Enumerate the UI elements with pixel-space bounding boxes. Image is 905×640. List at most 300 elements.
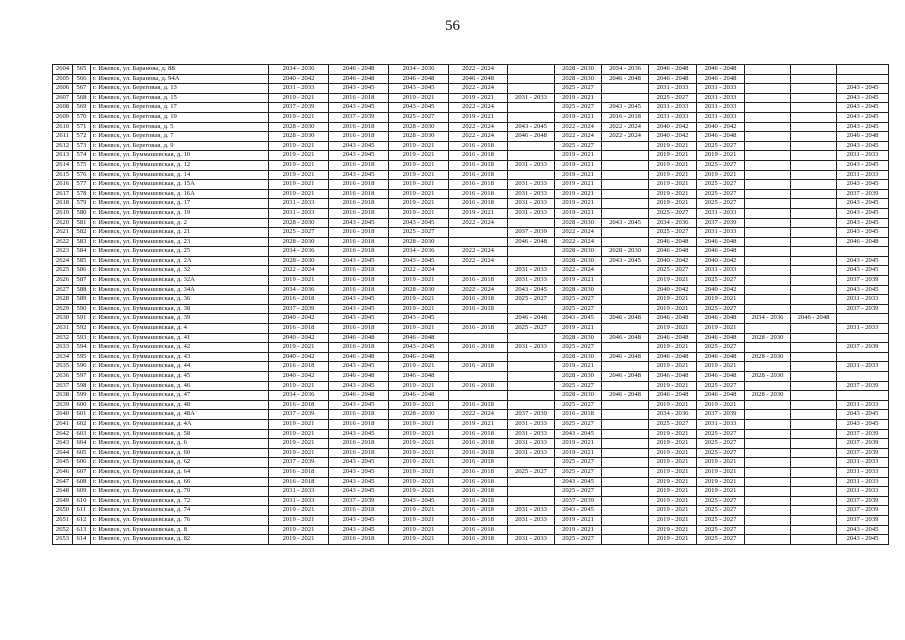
table-row bbox=[53, 65, 889, 75]
period-cell: 2016 - 2018 bbox=[329, 132, 389, 142]
period-cell: 2025 - 2027 bbox=[697, 525, 745, 535]
period-cell: 2019 - 2021 bbox=[697, 467, 745, 477]
period-cell: 2019 - 2021 bbox=[697, 170, 745, 180]
address-cell: г. Ижевск, ул. Береговая, д. 19 bbox=[91, 112, 269, 122]
address-cell: г. Ижевск, ул. Береговая, д. 13 bbox=[91, 84, 269, 94]
period-cell bbox=[791, 429, 837, 439]
period-cell bbox=[602, 160, 649, 170]
table-row bbox=[53, 487, 889, 497]
period-cell bbox=[837, 391, 889, 401]
period-cell bbox=[508, 458, 555, 468]
period-cell: 2016 - 2018 bbox=[449, 343, 508, 353]
period-cell: 2046 - 2048 bbox=[329, 333, 389, 343]
period-cell: 2019 - 2021 bbox=[269, 525, 329, 535]
period-cell: 2046 - 2048 bbox=[697, 65, 745, 75]
period-cell: 2019 - 2021 bbox=[555, 515, 602, 525]
period-cell bbox=[791, 439, 837, 449]
period-cell: 2028 - 2030 bbox=[745, 333, 791, 343]
period-cell bbox=[745, 84, 791, 94]
period-cell bbox=[745, 496, 791, 506]
period-cell: 2025 - 2027 bbox=[697, 506, 745, 516]
period-cell bbox=[745, 362, 791, 372]
period-cell: 2037 - 2039 bbox=[508, 228, 555, 238]
period-cell bbox=[791, 477, 837, 487]
period-cell bbox=[837, 314, 889, 324]
house-number-cell: 572 bbox=[73, 132, 91, 142]
period-cell: 2019 - 2021 bbox=[389, 477, 449, 487]
period-cell bbox=[508, 84, 555, 94]
period-cell bbox=[602, 410, 649, 420]
period-cell: 2046 - 2048 bbox=[697, 314, 745, 324]
house-number-cell: 583 bbox=[73, 237, 91, 247]
period-cell: 2037 - 2039 bbox=[837, 496, 889, 506]
row-index-cell: 2637 bbox=[53, 381, 73, 391]
period-cell: 2040 - 2042 bbox=[649, 132, 697, 142]
period-cell: 2046 - 2048 bbox=[602, 352, 649, 362]
period-cell: 2031 - 2033 bbox=[697, 93, 745, 103]
period-cell: 2016 - 2018 bbox=[555, 410, 602, 420]
period-cell bbox=[791, 266, 837, 276]
period-cell: 2043 - 2045 bbox=[389, 84, 449, 94]
period-cell: 2019 - 2021 bbox=[389, 419, 449, 429]
period-cell bbox=[602, 458, 649, 468]
period-cell bbox=[602, 362, 649, 372]
period-cell: 2031 - 2033 bbox=[649, 112, 697, 122]
period-cell bbox=[508, 65, 555, 75]
row-index-cell: 2613 bbox=[53, 151, 73, 161]
period-cell bbox=[508, 362, 555, 372]
period-cell: 2043 - 2045 bbox=[837, 410, 889, 420]
period-cell: 2043 - 2045 bbox=[837, 535, 889, 545]
period-cell bbox=[837, 372, 889, 382]
period-cell: 2025 - 2027 bbox=[697, 343, 745, 353]
period-cell: 2043 - 2045 bbox=[602, 256, 649, 266]
period-cell: 2046 - 2048 bbox=[697, 237, 745, 247]
house-number-cell: 584 bbox=[73, 247, 91, 257]
period-cell: 2019 - 2021 bbox=[697, 295, 745, 305]
period-cell: 2028 - 2030 bbox=[269, 122, 329, 132]
house-number-cell: 574 bbox=[73, 151, 91, 161]
period-cell: 2016 - 2018 bbox=[329, 266, 389, 276]
house-number-cell: 568 bbox=[73, 93, 91, 103]
period-cell: 2034 - 2036 bbox=[269, 65, 329, 75]
period-cell: 2031 - 2033 bbox=[837, 400, 889, 410]
house-number-cell: 590 bbox=[73, 304, 91, 314]
period-cell: 2028 - 2030 bbox=[555, 65, 602, 75]
period-cell bbox=[791, 400, 837, 410]
period-cell bbox=[745, 256, 791, 266]
address-cell: г. Ижевск, ул. Буммашевская, д. 60 bbox=[91, 448, 269, 458]
period-cell: 2025 - 2027 bbox=[649, 419, 697, 429]
address-cell: г. Ижевск, ул. Буммашевская, д. 8 bbox=[91, 525, 269, 535]
period-cell bbox=[745, 228, 791, 238]
period-cell: 2034 - 2036 bbox=[269, 247, 329, 257]
address-cell: г. Ижевск, ул. Береговая, д. 7 bbox=[91, 132, 269, 142]
house-number-cell: 580 bbox=[73, 208, 91, 218]
table-row bbox=[53, 400, 889, 410]
period-cell bbox=[508, 103, 555, 113]
period-cell: 2019 - 2021 bbox=[649, 487, 697, 497]
period-cell: 2025 - 2027 bbox=[697, 141, 745, 151]
period-cell bbox=[745, 160, 791, 170]
table-row bbox=[53, 429, 889, 439]
period-cell bbox=[791, 467, 837, 477]
period-cell: 2019 - 2021 bbox=[269, 160, 329, 170]
address-cell: г. Ижевск, ул. Буммашевская, д. 43 bbox=[91, 352, 269, 362]
period-cell bbox=[791, 410, 837, 420]
period-cell: 2016 - 2018 bbox=[329, 247, 389, 257]
period-cell: 2022 - 2024 bbox=[555, 237, 602, 247]
period-cell: 2028 - 2030 bbox=[602, 247, 649, 257]
period-cell: 2016 - 2018 bbox=[449, 467, 508, 477]
table-row bbox=[53, 314, 889, 324]
period-cell bbox=[508, 477, 555, 487]
period-cell: 2019 - 2021 bbox=[697, 458, 745, 468]
period-cell bbox=[508, 74, 555, 84]
period-cell: 2016 - 2018 bbox=[449, 515, 508, 525]
period-cell: 2022 - 2024 bbox=[555, 266, 602, 276]
period-cell bbox=[745, 487, 791, 497]
period-cell: 2031 - 2033 bbox=[508, 93, 555, 103]
period-cell: 2019 - 2021 bbox=[389, 381, 449, 391]
period-cell: 2043 - 2045 bbox=[329, 256, 389, 266]
row-index-cell: 2648 bbox=[53, 487, 73, 497]
period-cell: 2031 - 2033 bbox=[269, 199, 329, 209]
house-number-cell: 595 bbox=[73, 352, 91, 362]
period-cell bbox=[791, 218, 837, 228]
period-cell: 2043 - 2045 bbox=[837, 208, 889, 218]
house-number-cell: 603 bbox=[73, 429, 91, 439]
period-cell: 2022 - 2024 bbox=[449, 410, 508, 420]
address-cell: г. Ижевск, ул. Буммашевская, д. 41 bbox=[91, 333, 269, 343]
period-cell: 2025 - 2027 bbox=[555, 467, 602, 477]
period-cell: 2040 - 2042 bbox=[649, 256, 697, 266]
house-number-cell: 588 bbox=[73, 285, 91, 295]
period-cell: 2043 - 2045 bbox=[329, 218, 389, 228]
period-cell: 2031 - 2033 bbox=[837, 324, 889, 334]
period-cell: 2019 - 2021 bbox=[649, 477, 697, 487]
house-number-cell: 604 bbox=[73, 439, 91, 449]
period-cell: 2019 - 2021 bbox=[555, 199, 602, 209]
address-cell: г. Ижевск, ул. Буммашевская, д. 23 bbox=[91, 237, 269, 247]
period-cell: 2016 - 2018 bbox=[329, 199, 389, 209]
period-cell: 2016 - 2018 bbox=[449, 496, 508, 506]
period-cell: 2028 - 2030 bbox=[269, 256, 329, 266]
row-index-cell: 2638 bbox=[53, 391, 73, 401]
house-number-cell: 578 bbox=[73, 189, 91, 199]
house-number-cell: 608 bbox=[73, 477, 91, 487]
period-cell: 2031 - 2033 bbox=[508, 515, 555, 525]
table-row bbox=[53, 419, 889, 429]
address-cell: г. Ижевск, ул. Береговая, д. 9 bbox=[91, 141, 269, 151]
period-cell: 2040 - 2042 bbox=[649, 122, 697, 132]
period-cell: 2016 - 2018 bbox=[269, 362, 329, 372]
row-index-cell: 2653 bbox=[53, 535, 73, 545]
period-cell: 2019 - 2021 bbox=[555, 180, 602, 190]
row-index-cell: 2622 bbox=[53, 237, 73, 247]
period-cell bbox=[602, 525, 649, 535]
period-cell: 2031 - 2033 bbox=[697, 228, 745, 238]
period-cell bbox=[745, 458, 791, 468]
period-cell: 2022 - 2024 bbox=[555, 122, 602, 132]
period-cell: 2019 - 2021 bbox=[555, 362, 602, 372]
period-cell: 2019 - 2021 bbox=[389, 160, 449, 170]
period-cell bbox=[602, 535, 649, 545]
period-cell: 2031 - 2033 bbox=[508, 180, 555, 190]
period-cell bbox=[449, 333, 508, 343]
row-index-cell: 2625 bbox=[53, 266, 73, 276]
period-cell bbox=[791, 93, 837, 103]
period-cell: 2019 - 2021 bbox=[389, 429, 449, 439]
table-row bbox=[53, 256, 889, 266]
house-number-cell: 579 bbox=[73, 199, 91, 209]
period-cell bbox=[791, 65, 837, 75]
row-index-cell: 2609 bbox=[53, 112, 73, 122]
period-cell: 2043 - 2045 bbox=[329, 400, 389, 410]
period-cell: 2037 - 2039 bbox=[837, 515, 889, 525]
period-cell: 2031 - 2033 bbox=[269, 208, 329, 218]
period-cell: 2031 - 2033 bbox=[508, 448, 555, 458]
address-cell: г. Ижевск, ул. Буммашевская, д. 74 bbox=[91, 506, 269, 516]
period-cell: 2043 - 2045 bbox=[837, 285, 889, 295]
address-cell: г. Ижевск, ул. Буммашевская, д. 6 bbox=[91, 439, 269, 449]
period-cell: 2043 - 2045 bbox=[329, 362, 389, 372]
period-cell bbox=[745, 65, 791, 75]
period-cell: 2034 - 2036 bbox=[649, 410, 697, 420]
house-number-cell: 575 bbox=[73, 160, 91, 170]
period-cell: 2043 - 2045 bbox=[329, 84, 389, 94]
period-cell: 2037 - 2039 bbox=[269, 410, 329, 420]
table-row bbox=[53, 515, 889, 525]
period-cell: 2043 - 2045 bbox=[329, 429, 389, 439]
period-cell: 2031 - 2033 bbox=[697, 112, 745, 122]
period-cell: 2019 - 2021 bbox=[389, 448, 449, 458]
period-cell bbox=[508, 170, 555, 180]
period-cell: 2019 - 2021 bbox=[389, 304, 449, 314]
period-cell: 2019 - 2021 bbox=[649, 160, 697, 170]
period-cell bbox=[602, 506, 649, 516]
house-number-cell: 582 bbox=[73, 228, 91, 238]
period-cell: 2025 - 2027 bbox=[697, 515, 745, 525]
period-cell: 2037 - 2039 bbox=[269, 103, 329, 113]
period-cell: 2025 - 2027 bbox=[649, 228, 697, 238]
period-cell: 2046 - 2048 bbox=[389, 333, 449, 343]
period-cell: 2019 - 2021 bbox=[389, 180, 449, 190]
period-cell bbox=[508, 141, 555, 151]
period-cell: 2019 - 2021 bbox=[649, 496, 697, 506]
house-number-cell: 613 bbox=[73, 525, 91, 535]
period-cell bbox=[602, 400, 649, 410]
period-cell: 2046 - 2048 bbox=[602, 314, 649, 324]
address-cell: г. Ижевск, ул. Береговая, д. 5 bbox=[91, 122, 269, 132]
period-cell: 2040 - 2042 bbox=[697, 285, 745, 295]
period-cell bbox=[791, 208, 837, 218]
row-index-cell: 2631 bbox=[53, 324, 73, 334]
period-cell: 2031 - 2033 bbox=[837, 477, 889, 487]
period-cell: 2019 - 2021 bbox=[555, 170, 602, 180]
row-index-cell: 2615 bbox=[53, 170, 73, 180]
period-cell: 2025 - 2027 bbox=[697, 189, 745, 199]
table-row bbox=[53, 93, 889, 103]
period-cell: 2028 - 2030 bbox=[555, 391, 602, 401]
period-cell bbox=[745, 276, 791, 286]
period-cell bbox=[508, 112, 555, 122]
period-cell: 2016 - 2018 bbox=[269, 295, 329, 305]
period-cell bbox=[602, 477, 649, 487]
period-cell bbox=[602, 381, 649, 391]
period-cell: 2025 - 2027 bbox=[697, 429, 745, 439]
period-cell bbox=[791, 496, 837, 506]
period-cell bbox=[745, 112, 791, 122]
row-index-cell: 2634 bbox=[53, 352, 73, 362]
period-cell bbox=[602, 170, 649, 180]
period-cell: 2019 - 2021 bbox=[649, 199, 697, 209]
period-cell bbox=[602, 295, 649, 305]
table-row bbox=[53, 132, 889, 142]
address-cell: г. Ижевск, ул. Баранова, д. 94А bbox=[91, 74, 269, 84]
period-cell: 2019 - 2021 bbox=[389, 400, 449, 410]
period-cell: 2043 - 2045 bbox=[555, 314, 602, 324]
period-cell bbox=[602, 343, 649, 353]
period-cell bbox=[745, 448, 791, 458]
period-cell bbox=[837, 352, 889, 362]
house-number-cell: 593 bbox=[73, 333, 91, 343]
period-cell bbox=[791, 160, 837, 170]
period-cell: 2022 - 2024 bbox=[449, 256, 508, 266]
period-cell: 2025 - 2027 bbox=[389, 228, 449, 238]
period-cell bbox=[745, 189, 791, 199]
period-cell: 2031 - 2033 bbox=[697, 266, 745, 276]
period-cell: 2019 - 2021 bbox=[449, 112, 508, 122]
period-cell bbox=[745, 525, 791, 535]
period-cell: 2019 - 2021 bbox=[389, 487, 449, 497]
period-cell: 2016 - 2018 bbox=[329, 208, 389, 218]
period-cell: 2019 - 2021 bbox=[649, 381, 697, 391]
period-cell: 2025 - 2027 bbox=[697, 199, 745, 209]
period-cell bbox=[791, 372, 837, 382]
table-row bbox=[53, 228, 889, 238]
table-row bbox=[53, 208, 889, 218]
period-cell bbox=[837, 74, 889, 84]
period-cell: 2025 - 2027 bbox=[508, 324, 555, 334]
row-index-cell: 2629 bbox=[53, 304, 73, 314]
period-cell: 2019 - 2021 bbox=[389, 170, 449, 180]
period-cell: 2031 - 2033 bbox=[508, 506, 555, 516]
period-cell: 2019 - 2021 bbox=[697, 362, 745, 372]
period-cell: 2019 - 2021 bbox=[389, 276, 449, 286]
row-index-cell: 2636 bbox=[53, 372, 73, 382]
period-cell: 2016 - 2018 bbox=[329, 419, 389, 429]
period-cell: 2043 - 2045 bbox=[329, 141, 389, 151]
period-cell bbox=[508, 352, 555, 362]
row-index-cell: 2650 bbox=[53, 506, 73, 516]
period-cell: 2019 - 2021 bbox=[389, 515, 449, 525]
period-cell: 2016 - 2018 bbox=[449, 151, 508, 161]
period-cell bbox=[508, 372, 555, 382]
row-index-cell: 2616 bbox=[53, 180, 73, 190]
period-cell: 2037 - 2039 bbox=[329, 496, 389, 506]
period-cell: 2043 - 2045 bbox=[837, 84, 889, 94]
period-cell: 2019 - 2021 bbox=[269, 515, 329, 525]
period-cell bbox=[837, 65, 889, 75]
period-cell bbox=[745, 506, 791, 516]
period-cell: 2016 - 2018 bbox=[269, 324, 329, 334]
period-cell: 2025 - 2027 bbox=[555, 419, 602, 429]
period-cell bbox=[745, 535, 791, 545]
period-cell: 2028 - 2030 bbox=[389, 285, 449, 295]
period-cell: 2019 - 2021 bbox=[269, 93, 329, 103]
period-cell bbox=[508, 151, 555, 161]
table-row bbox=[53, 333, 889, 343]
table-row bbox=[53, 266, 889, 276]
period-cell bbox=[508, 247, 555, 257]
period-cell bbox=[449, 352, 508, 362]
address-cell: г. Ижевск, ул. Буммашевская, д. 62 bbox=[91, 458, 269, 468]
period-cell: 2028 - 2030 bbox=[555, 256, 602, 266]
period-cell: 2019 - 2021 bbox=[389, 208, 449, 218]
period-cell bbox=[602, 276, 649, 286]
period-cell bbox=[602, 237, 649, 247]
row-index-cell: 2640 bbox=[53, 410, 73, 420]
period-cell: 2043 - 2045 bbox=[389, 103, 449, 113]
period-cell: 2019 - 2021 bbox=[389, 506, 449, 516]
period-cell: 2046 - 2048 bbox=[508, 132, 555, 142]
period-cell: 2043 - 2045 bbox=[329, 170, 389, 180]
period-cell: 2025 - 2027 bbox=[555, 304, 602, 314]
period-cell: 2046 - 2048 bbox=[329, 391, 389, 401]
period-cell bbox=[745, 400, 791, 410]
period-cell: 2016 - 2018 bbox=[449, 324, 508, 334]
house-number-cell: 605 bbox=[73, 448, 91, 458]
row-index-cell: 2604 bbox=[53, 65, 73, 75]
row-index-cell: 2626 bbox=[53, 276, 73, 286]
address-cell: г. Ижевск, ул. Буммашевская, д. 4 bbox=[91, 324, 269, 334]
period-cell: 2019 - 2021 bbox=[269, 189, 329, 199]
period-cell bbox=[791, 381, 837, 391]
table-row bbox=[53, 352, 889, 362]
period-cell bbox=[508, 381, 555, 391]
period-cell bbox=[745, 218, 791, 228]
period-cell bbox=[745, 515, 791, 525]
period-cell: 2028 - 2030 bbox=[389, 122, 449, 132]
period-cell: 2043 - 2045 bbox=[329, 151, 389, 161]
period-cell bbox=[791, 448, 837, 458]
period-cell: 2043 - 2045 bbox=[329, 487, 389, 497]
period-cell: 2016 - 2018 bbox=[329, 122, 389, 132]
house-number-cell: 571 bbox=[73, 122, 91, 132]
table-row bbox=[53, 218, 889, 228]
period-cell: 2016 - 2018 bbox=[449, 439, 508, 449]
period-cell: 2037 - 2039 bbox=[837, 429, 889, 439]
house-number-cell: 594 bbox=[73, 343, 91, 353]
period-cell: 2016 - 2018 bbox=[449, 381, 508, 391]
house-number-cell: 577 bbox=[73, 180, 91, 190]
period-cell bbox=[745, 410, 791, 420]
period-cell: 2043 - 2045 bbox=[837, 103, 889, 113]
table-row bbox=[53, 285, 889, 295]
period-cell: 2031 - 2033 bbox=[697, 419, 745, 429]
period-cell: 2028 - 2030 bbox=[269, 237, 329, 247]
period-cell bbox=[745, 237, 791, 247]
period-cell: 2031 - 2033 bbox=[837, 295, 889, 305]
period-cell: 2019 - 2021 bbox=[269, 381, 329, 391]
house-number-cell: 601 bbox=[73, 410, 91, 420]
period-cell: 2019 - 2021 bbox=[697, 151, 745, 161]
period-cell: 2019 - 2021 bbox=[269, 439, 329, 449]
period-cell: 2046 - 2048 bbox=[329, 352, 389, 362]
period-cell: 2028 - 2030 bbox=[745, 372, 791, 382]
address-cell: г. Ижевск, ул. Буммашевская, д. 14 bbox=[91, 170, 269, 180]
